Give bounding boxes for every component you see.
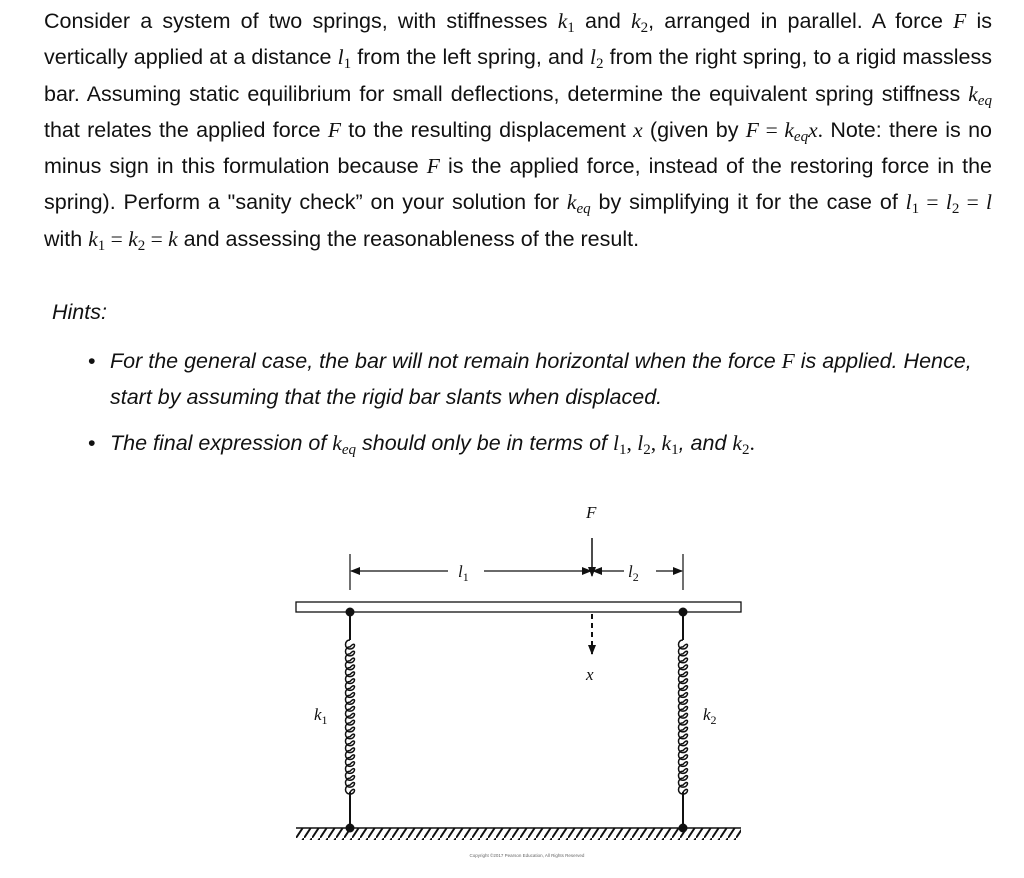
math-x: x (808, 117, 818, 142)
math-keq: $k_{eq}$ (566, 190, 591, 218)
math-keq: $k_{eq}$ (332, 431, 357, 458)
spring-system-figure (0, 490, 1024, 878)
left-spring-coil (346, 640, 355, 794)
math-k1: $k_1$ (88, 226, 106, 254)
rigid-bar (296, 602, 741, 612)
right-spring-coil (679, 640, 688, 794)
math-keq: $k_{eq}$ (968, 81, 992, 109)
problem-statement: Consider a system of two springs, with stiffnesses $k_1$ and $k_2$, arranged in parallel. A force F is vertically applied at a distance $l_1$ from the left spring, and $l_2$ from the right spring, to a rigid massless bar. Assuming static equilibrium for small deflections, determine the equivalent spring stiffness $k_{eq}$ that relates the applied force F to the resulting displacement x (given by $F = k_{eq}x$. Note: there is no minus sign in this formulation because F is the applied force, instead of the restoring force in the spring). Perform a "sanity check” on your solution for $k_{eq}$ by simplifying it for the case of $l_1 = l_2 = l$ with $k_1 = k_2 = k$ and assessing the reasonableness of the result. (44, 9, 993, 254)
copyright-text: Copyright ©2017 Pearson Education, All Rights Reserved (469, 853, 585, 858)
math-F: F (327, 117, 341, 142)
hints-list (88, 343, 992, 471)
force-label: F (586, 503, 597, 522)
math-l1: $l_1$ (905, 190, 920, 218)
text: Consider a system of two springs, with stiffnesses (44, 9, 558, 33)
ground-hatching (296, 828, 741, 840)
math-F: F (426, 154, 440, 179)
k1-label: $k_1$ (314, 705, 328, 727)
math-l2: $l_2$ (637, 431, 651, 458)
math-l1: $l_1$ (613, 431, 627, 458)
math-k1: $k_1$ (661, 431, 679, 458)
k2-label: $k_2$ (703, 705, 717, 727)
math-x: x (633, 117, 643, 142)
math-F: F (953, 9, 967, 33)
x-label: x (586, 665, 594, 684)
math-k2: $k_2$ (732, 431, 750, 458)
math-l1: $l_1$ (337, 45, 352, 73)
hint-item: • For the general case, the bar will not remain horizontal when the force F is applied. Hence, start by assuming that the rigid bar slants when displaced. (88, 343, 992, 415)
math-F: F (745, 117, 759, 142)
math-F: F (781, 349, 795, 373)
math-keq: $k_{eq}$ (784, 117, 809, 145)
math-l2: $l_2$ (589, 45, 604, 73)
hints-title: Hints: (52, 300, 107, 324)
hint-item: • The final expression of $k_{eq}$ should only be in terms of $l_1$, $l_2$, $k_1$, and $k_2$. (88, 425, 992, 461)
math-l: l (986, 190, 992, 215)
bullet-icon: • (88, 431, 96, 455)
math-k1: $k_1$ (557, 9, 575, 36)
math-k: k (168, 226, 178, 251)
math-k2: $k_2$ (128, 226, 146, 254)
bullet-icon: • (88, 349, 96, 373)
l1-label: $l_1$ (458, 562, 469, 584)
math-k2: $k_2$ (631, 9, 649, 36)
l2-label: $l_2$ (628, 562, 639, 584)
math-l2: $l_2$ (945, 190, 960, 218)
